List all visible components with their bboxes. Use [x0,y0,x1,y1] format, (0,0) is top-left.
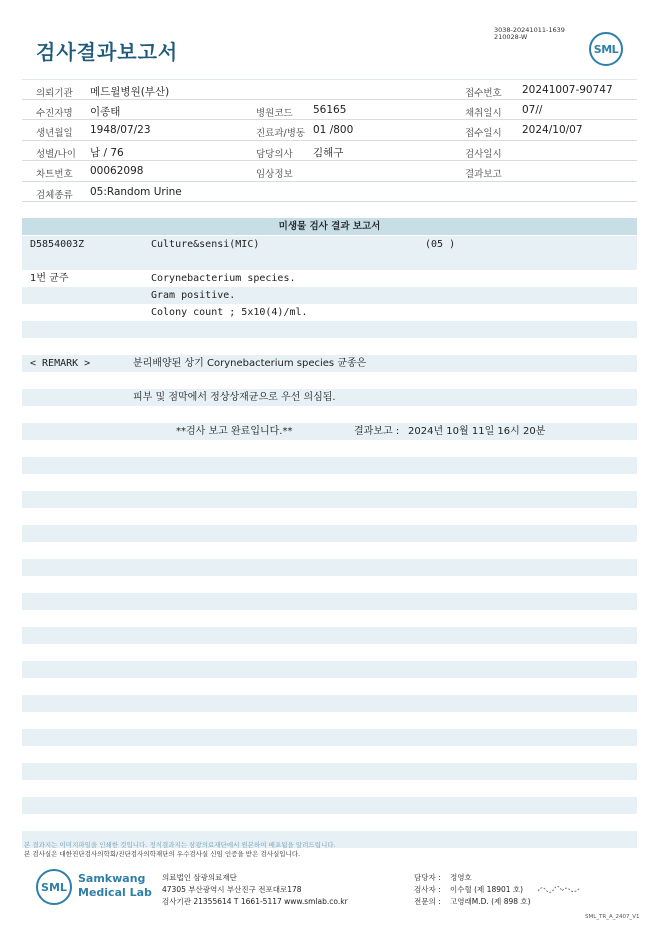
info-value: 1948/07/23 [90,124,151,136]
result-band [22,627,637,644]
sml-logo-mark: SML [36,869,72,905]
result-band [22,661,637,678]
info-label: 검체종류 [36,189,73,201]
info-label: 생년월일 [36,128,73,139]
info-label: 의뢰기관 [36,88,73,99]
info-value: 남 / 76 [90,146,124,159]
info-row [22,79,637,100]
page-title: 검사결과보고서 [36,40,179,64]
info-label: 차트번호 [36,169,73,180]
result-band [22,729,637,746]
info-label: 담당의사 [256,148,293,160]
info-label: 접수일시 [465,128,502,139]
info-label: 접수번호 [465,88,502,99]
staff-name: 이수혈 (제 18901 호) [450,885,524,894]
info-value: 메드윌병원(부산) [90,86,170,98]
remark-label: < REMARK > [30,358,91,369]
info-row [22,141,637,162]
organism-line: Corynebacterium species. [151,273,296,284]
remark-line: 분리배양된 상기 Corynebacterium species 균종은 [133,358,367,369]
info-label: 채취일시 [465,107,502,119]
info-value: 20241007-90747 [522,84,613,96]
result-band [22,253,637,270]
section-header: 미생물 검사 결과 보고서 [22,218,637,235]
form-code: SML_TR_A_2407_V1 [585,914,640,920]
info-label: 성별/나이 [36,148,76,160]
info-value: 00062098 [90,165,144,177]
logo-wordmark [78,872,152,900]
organism-label: 1번 균주 [30,273,69,284]
footer-note: 본 결과지는 이미지파일을 인쇄한 것입니다. 정식결과지는 삼광의료재단에서 원본하여 배포됨을 알려드립니다. [24,841,336,849]
info-label: 검사일시 [465,148,502,160]
document-subcode: 210028-W [494,33,528,41]
info-label: 병원코드 [256,107,293,119]
info-row [22,100,637,121]
info-row [22,182,637,203]
info-value: 이종태 [90,105,121,118]
staff-role: 전문의 : [414,897,441,906]
organism-line: Colony count ; 5x10(4)/ml. [151,307,308,318]
result-band [22,236,637,253]
info-label: 수진자명 [36,107,73,119]
signature-icon [536,883,586,895]
org-name: 의료법인 삼광의료재단 [162,873,237,882]
result-band [22,763,637,780]
report-label: 결과보고 : [354,426,400,437]
info-value: 05:Random Urine [90,185,182,198]
staff-role: 검사자 : [414,885,441,894]
test-number: (05 ) [425,239,456,250]
patient-info-table [22,79,637,202]
info-value: 01 /800 [313,124,354,136]
staff-name: 정영호 [450,873,472,882]
staff-name: 고영래M.D. (제 898 호) [450,897,531,906]
result-band [22,457,637,474]
remark-line: 피부 및 점막에서 정상상재균으로 우선 의심됨. [133,392,336,403]
info-label: 임상정보 [256,169,293,180]
organism-line: Gram positive. [151,290,236,301]
info-value: 2024/10/07 [522,124,583,136]
info-value: 김해구 [313,146,344,159]
result-band [22,797,637,814]
result-band [22,525,637,542]
result-band [22,321,637,338]
result-band [22,695,637,712]
result-band [22,559,637,576]
completion-text: **검사 보고 완료입니다.** [176,426,293,437]
info-row [22,161,637,182]
info-row [22,120,637,141]
info-label: 진료과/병동 [256,128,306,139]
org-address: 47305 부산광역시 부산진구 전포대로178 [162,885,302,894]
info-value: 07// [522,103,543,116]
test-code: D5854003Z [30,239,85,250]
org-contact: 검사기관 21355614 T 1661-5117 www.smlab.co.kr [162,897,348,906]
document-code: 3038-20241011-1639 [494,26,565,34]
logo-line: Medical Lab [78,886,152,899]
info-label: 결과보고 [465,169,502,180]
test-name: Culture&sensi(MIC) [151,239,260,250]
result-band [22,491,637,508]
result-band [22,593,637,610]
result-band [22,287,637,304]
report-time: 2024년 10월 11일 16시 20분 [408,426,546,437]
staff-role: 담당자 : [414,873,441,882]
info-value: 56165 [313,103,347,116]
sml-logo: SML [589,32,623,66]
logo-line: Samkwang [78,872,146,885]
certification-note: 본 검사실은 대한진단검사의학회/진단검사의학재단의 우수검사실 신임 인증을 받은 검사실입니다. [24,850,301,858]
